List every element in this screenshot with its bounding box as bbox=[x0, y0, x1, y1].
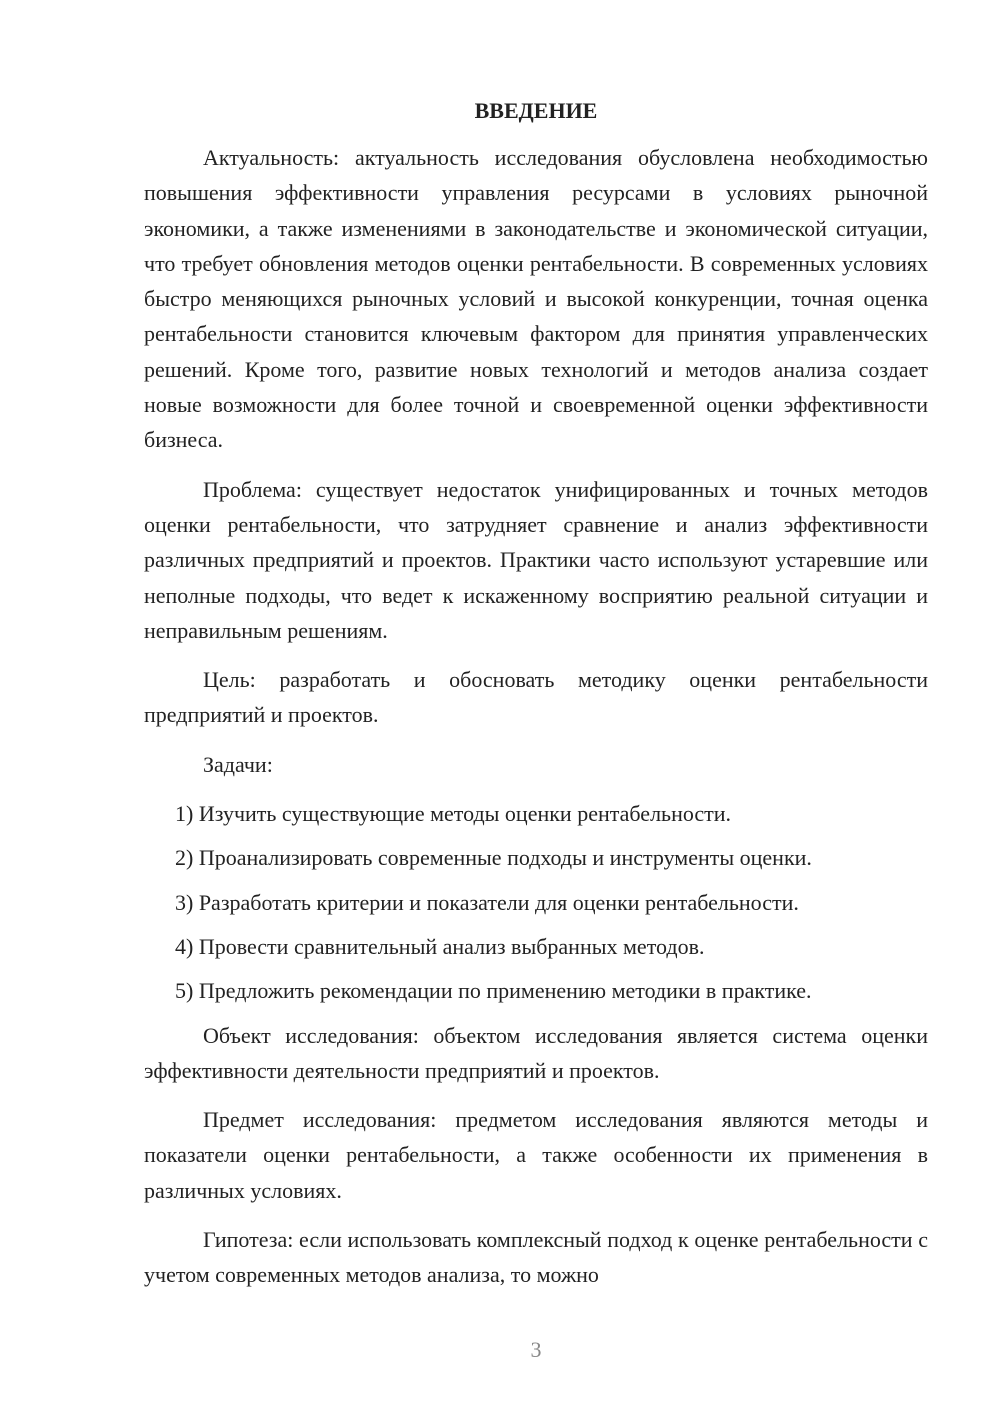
relevance-paragraph: Актуальность: актуальность исследования обусловлена необходимостью повышения эффективности управления ресурсами в условиях рыночной экономики, а также изменениями в законодательстве и экономической ситуации, что требует обновления методов оценки рентабельности. В современных условиях быстро меняющихся рыночных условий и высокой конкуренции, точная оценка рентабельности становится ключевым фактором для принятия управленческих решений. Кроме того, развитие новых технологий и методов анализа создает новые возможности для более точной и своевременной оценки эффективности бизнеса. bbox=[144, 145, 928, 453]
hypothesis-paragraph: Гипотеза: если использовать комплексный подход к оценке рентабельности с учетом современных методов анализа, то можно bbox=[144, 1227, 928, 1288]
task-item: 4) Провести сравнительный анализ выбранных методов. bbox=[175, 933, 705, 959]
goal-paragraph: Цель: разработать и обосновать методику оценки рентабельности предприятий и проектов. bbox=[144, 667, 928, 728]
page-number: 3 bbox=[530, 1337, 542, 1362]
object-paragraph: Объект исследования: объектом исследования является система оценки эффективности деятельности предприятий и проектов. bbox=[144, 1022, 928, 1083]
page-content bbox=[144, 96, 928, 1307]
subject-paragraph: Предмет исследования: предметом исследования являются методы и показатели оценки рентабельности, а также особенности их применения в различных условиях. bbox=[144, 1107, 928, 1203]
task-item: 5) Предложить рекомендации по применению методики в практике. bbox=[175, 978, 812, 1004]
task-item: 3) Разработать критерии и показатели для оценки рентабельности. bbox=[175, 889, 799, 915]
section-title: ВВЕДЕНИЕ bbox=[474, 98, 598, 123]
tasks-heading: Задачи: bbox=[203, 751, 273, 777]
task-item: 1) Изучить существующие методы оценки рентабельности. bbox=[175, 801, 732, 827]
tasks-list bbox=[144, 796, 928, 1008]
task-item: 2) Проанализировать современные подходы и инструменты оценки. bbox=[175, 845, 812, 871]
problem-paragraph: Проблема: существует недостаток унифицированных и точных методов оценки рентабельности, что затрудняет сравнение и анализ эффективности различных предприятий и проектов. Практики часто используют устаревшие или неполные подходы, что ведет к искаженному восприятию реальной ситуации и неправильным решениям. bbox=[144, 476, 928, 643]
